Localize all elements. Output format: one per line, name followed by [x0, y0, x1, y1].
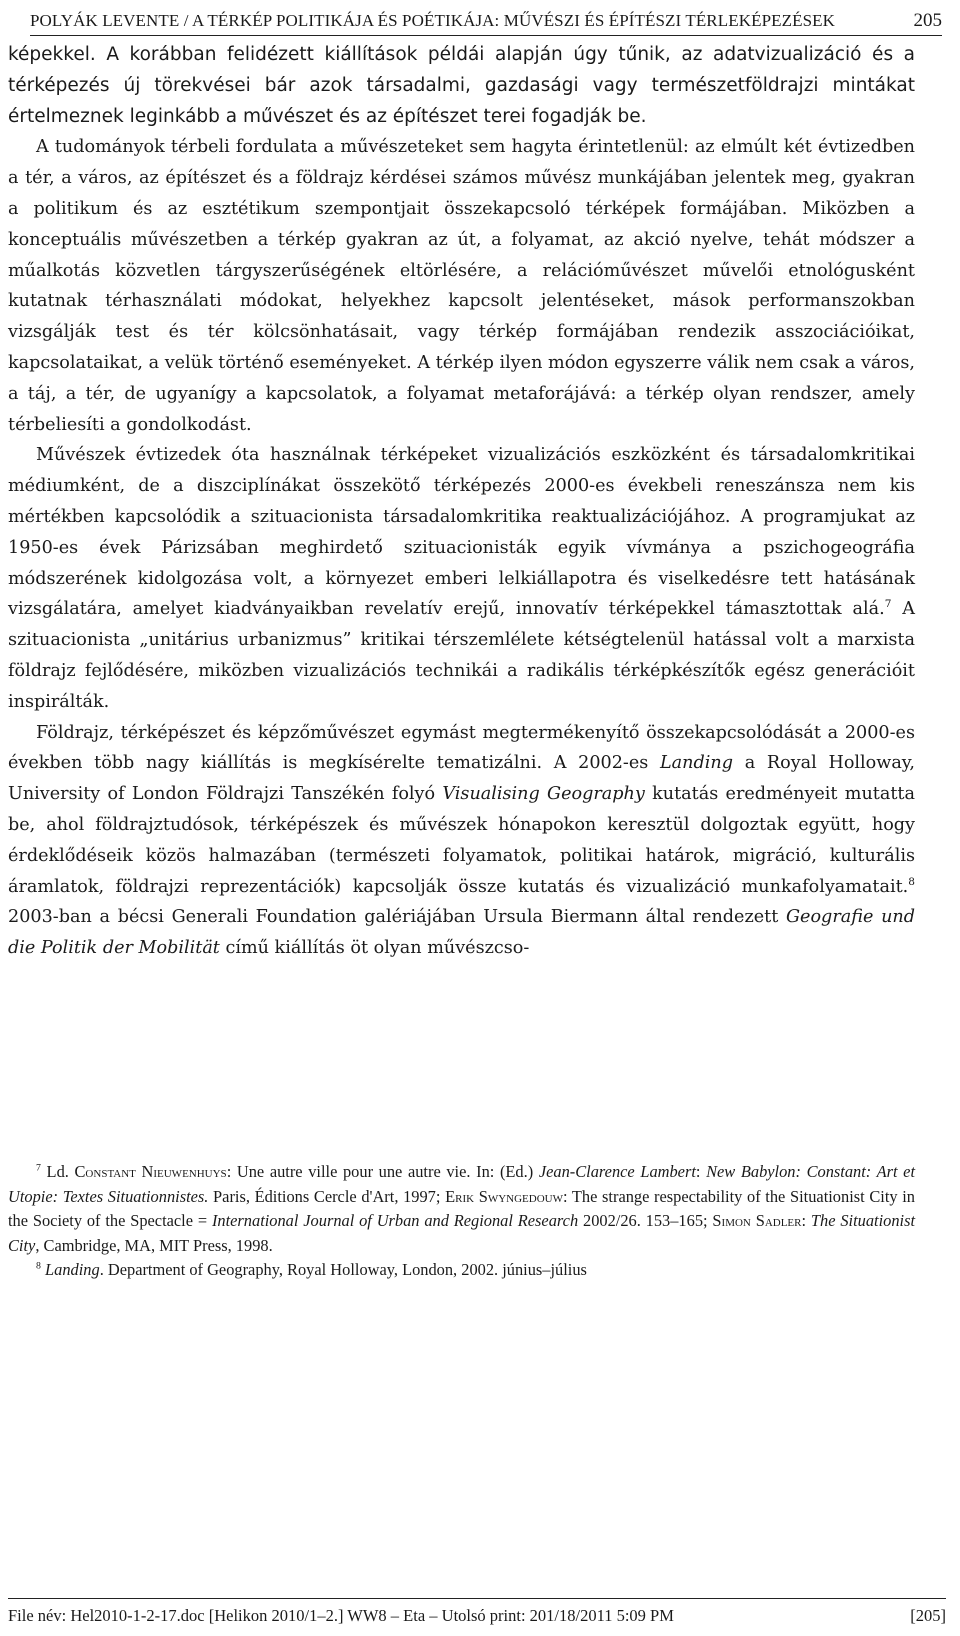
paragraph-1: képekkel. A korábban felidézett kiállítások példái alapján úgy tűnik, az adatvizualizáció és a térképezés új törekvései bár azok társadalmi, gazdasági vagy természetföldrajzi mintákat értelmeznek leginkább a művészet és az építészet terei fogadják be.	[8, 44, 915, 127]
author-name: Erik Swyngedouw	[445, 1186, 563, 1206]
editor-name: Jean-Clarence Lambert	[538, 1162, 696, 1181]
paragraph-4-text-a: Földrajz, térképészet és képzőművészet egymást megtermékenyítő összekapcsolódását a 2000-es években több nagy kiállítás is megkísérelte tematizálni. A 2002-es	[8, 722, 915, 774]
paragraph-3	[8, 440, 915, 717]
footnote-7	[8, 1160, 915, 1258]
author-name: Simon Sadler	[712, 1211, 802, 1231]
header-title: POLYÁK LEVENTE / A TÉRKÉP POLITIKÁJA ÉS POÉTIKÁJA: MŰVÉSZI ÉS ÉPÍTÉSZI TÉRLEKÉPEZÉSEK	[30, 11, 835, 30]
header-page-number: 205	[913, 10, 942, 31]
journal-title: International Journal of Urban and Regional Research	[211, 1211, 579, 1231]
footnote-7-text: :	[695, 1162, 707, 1181]
title-visualising-geography: Visualising Geography	[442, 784, 645, 805]
exhibition-title: Landing	[45, 1260, 100, 1280]
paragraph-4	[8, 718, 915, 964]
paragraph-4-text-d: 2003-ban a bécsi Generali Foundation galériájában Ursula Biermann által rendezett	[8, 907, 786, 928]
footnote-7-text: Ld.	[40, 1162, 75, 1181]
paragraph-2: A tudományok térbeli fordulata a művészeteket sem hagyta érintetlenül: az elmúlt két évtizedben a tér, a város, az építészet és a földrajz kérdései számos művész munkájában jelentek meg, gyakran a politikum és az esztétikum szempontjait összekapcsoló térképek formájában. Miközben a konceptuális művészetben a térkép gyakran az út, a folyamat, az akció nyelve, tehát módszer a műalkotás közvetlen tárgyszerűségének eltörlésére, a relációművészet művelői etnológusként kutatnak térhasználati módokat, helyekhez kapcsolt jelentéseket, mások performanszokban vizsgálják test és tér kölcsönhatásait, vagy térkép formájában rendezik asszociációikat, kapcsolataikat, a velük történő eseményeket. A térkép ilyen módon egyszerre válik nem csak a város, a táj, a tér, de ugyanígy a kapcsolatok, a folyamat metaforájává: a térkép olyan rendszer, amely térbeliesíti a gondolkodást.	[8, 137, 915, 435]
paragraph-3-text-a: Művészek évtizedek óta használnak térképeket vizualizációs eszközként és társadalomkritikai médiumként, de a diszciplínákat összekötő térképezés 2000-es évekbeli reneszánsza nem kis mértékben kapcsolódik a szituacionista társadalomkritika reaktualizációjához. A programjukat az 1950-es évek Párizsában meghirdető szituacionisták egyik vívmánya a pszichogeográfia módszerének kidolgozása volt, a környezet emberi lelkiállapotra és viselkedésre tett hatásának vizsgálatára, amelyet kiadványaikban revelatív erejű, innovatív térképekkel támasztottak alá.	[8, 445, 915, 620]
footnote-7-text: , Cambridge, MA, MIT Press, 1998.	[35, 1235, 273, 1255]
footnote-8-text: . Department of Geography, Royal Holloway, London, 2002. június–július	[99, 1260, 587, 1280]
title-geografie: Geografie und die Politik der Mobilität	[8, 907, 915, 959]
body-text	[8, 40, 915, 964]
book-title: New Babylon: Constant: Art et Utopie: Textes Situationnistes.	[8, 1162, 915, 1206]
running-footer	[8, 1598, 946, 1627]
footnote-7-number: 7	[36, 1162, 41, 1174]
paragraph-4-text-c: kutatás eredményeit mutatta be, ahol földrajztudósok, térképészek és művészek hónapokon keresztül dolgoztak együtt, hogy érdeklődéseik közös halmazában (természeti folyamatok, politikai határok, migráció, kulturális áramlatok, földrajzi reprezentációk) kapcsolják össze kutatás és vizualizáció munkafolyamatait.	[8, 784, 915, 897]
footer-file-info: File név: Hel2010-1-2-17.doc [Helikon 2010/1–2.] WW8 – Eta – Utolsó print: 201/18/2011 5:09 PM	[8, 1606, 674, 1625]
paragraph-4-text-b: a Royal Holloway, University of London Földrajzi Tanszékén folyó	[8, 753, 916, 805]
footnote-ref-8[interactable]: 8	[908, 875, 915, 888]
footnote-7-text: 2002/26. 153–165;	[578, 1211, 713, 1231]
book-title: The Situationist City	[8, 1211, 916, 1255]
footnote-8-number: 8	[36, 1260, 41, 1272]
footnotes	[8, 1160, 915, 1283]
running-header	[30, 2, 942, 36]
footnote-7-text: Paris, Éditions Cercle d'Art, 1997;	[208, 1186, 446, 1206]
footnote-7-text: :	[801, 1211, 811, 1231]
author-name: Constant Nieuwenhuys	[74, 1162, 227, 1181]
footnote-7-text: : The strange respectability of the Situationist City in the Society of the Spectacle =	[8, 1186, 915, 1231]
footnote-7-text: : Une autre ville pour une autre vie. In: (Ed.)	[226, 1162, 539, 1181]
paragraph-4-text-e: című kiállítás öt olyan művészcso-	[219, 938, 530, 959]
footer-page-number: [205]	[910, 1606, 946, 1625]
footnote-8	[8, 1258, 915, 1283]
footnote-ref-7[interactable]: 7	[884, 598, 892, 611]
title-landing: Landing	[660, 753, 733, 774]
paragraph-3-text-b: A szituacionista „unitárius urbanizmus” kritikai térszemlélete kétségtelenül hatással volt a marxista földrajz fejlődésére, miközben vizualizációs technikái a radikális térképkészítők egész generációit inspirálták.	[8, 599, 915, 712]
